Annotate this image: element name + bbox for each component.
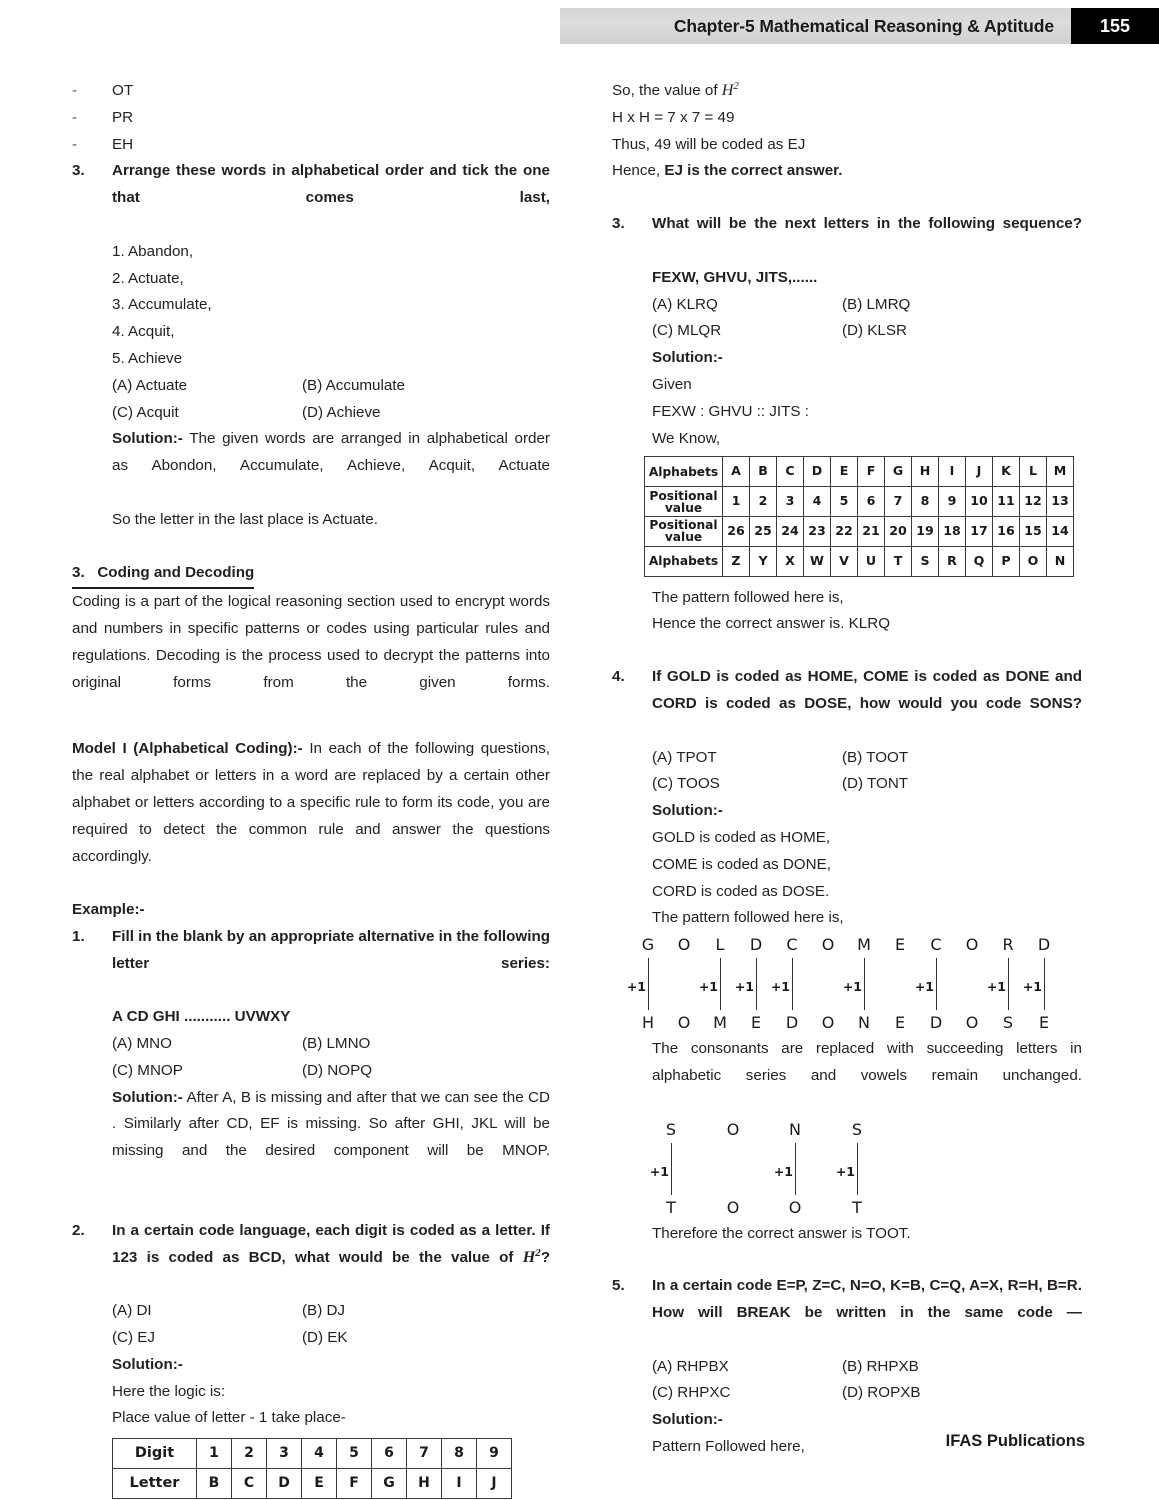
diagram-source-letter: N xyxy=(789,1119,801,1139)
q4-conclusion: Therefore the correct answer is TOOT. xyxy=(652,1224,911,1242)
table-cell: U xyxy=(858,546,885,576)
diagram-shift-cell xyxy=(666,958,702,1010)
consonant-note: The consonants are replaced with succeeding letters in alphabetic series and vowels remain unchanged. xyxy=(652,1040,1082,1084)
table-row xyxy=(645,487,1074,517)
diagram-target-letter: E xyxy=(1038,1013,1050,1033)
option-c[interactable]: (C) MNOP xyxy=(112,1061,183,1079)
dash-bullet-icon: - xyxy=(72,108,78,126)
solution-label: Solution:- xyxy=(652,1411,723,1429)
list-item xyxy=(72,78,550,105)
diagram-target-letter: O xyxy=(821,1013,835,1033)
table-row xyxy=(645,546,1074,576)
option-a[interactable]: (A) RHPBX xyxy=(652,1357,729,1375)
solution-label: Solution:- xyxy=(652,802,723,820)
diagram-connector-line xyxy=(720,958,721,1010)
variable-h: H xyxy=(522,1248,536,1266)
table-cell: Q xyxy=(966,546,993,576)
diagram-source-letter: O xyxy=(726,1119,740,1139)
list-item-label: PR xyxy=(112,108,134,126)
diagram-target-letter: T xyxy=(666,1197,676,1217)
solution-line: CORD is coded as DOSE. xyxy=(652,882,830,900)
diagram-shift-row xyxy=(626,958,1082,1010)
row-header-positional-top: Positional value xyxy=(645,487,723,517)
diagram-target-letter: O xyxy=(788,1197,802,1217)
option-a[interactable]: (A) Actuate xyxy=(112,376,188,394)
diagram-source-letter: E xyxy=(894,935,906,955)
diagram-shift-label: +1 xyxy=(626,979,646,995)
option-b[interactable]: (B) TOOT xyxy=(842,748,909,766)
question-3 xyxy=(72,158,550,238)
table-cell: 24 xyxy=(777,516,804,546)
table-cell: 13 xyxy=(1047,487,1074,517)
table-cell: L xyxy=(1020,457,1047,487)
example-label: Example:- xyxy=(72,901,145,919)
table-cell: 9 xyxy=(477,1439,512,1469)
option-b[interactable]: (B) LMNO xyxy=(302,1035,371,1053)
list-item: 3. Accumulate, xyxy=(112,296,212,314)
diagram-connector-line xyxy=(792,958,793,1010)
diagram-connector-line xyxy=(864,958,865,1010)
table-cell: 19 xyxy=(912,516,939,546)
solution-text: After A, B is missing and after that we can see the CD . Similarly after CD, EF is missing. So after GHI, JKL will be missing and the desired component will be MNOP. xyxy=(112,1088,550,1160)
dash-bullet-icon: - xyxy=(72,82,78,99)
list-item-label: OT xyxy=(112,82,134,99)
option-d[interactable]: (D) KLSR xyxy=(842,322,907,340)
table-cell: W xyxy=(804,546,831,576)
option-c[interactable]: (C) EJ xyxy=(112,1329,156,1347)
answer-options-row xyxy=(112,1031,550,1058)
diagram-source-letter: G xyxy=(641,935,655,955)
model-text: In each of the following questions, the real alphabet or letters in a word are replaced by a certain other alphabet or letters according to a specific rule to form its code, you are required to detect the common rule and answer the questions accordingly. xyxy=(72,740,551,865)
table-cell: H xyxy=(912,457,939,487)
right-column xyxy=(612,78,1082,1461)
table-cell: 23 xyxy=(804,516,831,546)
option-b[interactable]: (B) RHPXB xyxy=(842,1357,919,1375)
diagram-target-letter: O xyxy=(726,1197,740,1217)
table-cell: 6 xyxy=(858,487,885,517)
question-3-right xyxy=(612,211,1082,265)
option-d[interactable]: (D) NOPQ xyxy=(302,1061,373,1079)
diagram-shift-cell xyxy=(882,958,918,1010)
question-number: 5. xyxy=(612,1277,625,1295)
diagram-shift-cell xyxy=(954,958,990,1010)
table-cell: 17 xyxy=(966,516,993,546)
diagram-top-row xyxy=(630,932,1082,958)
solution-line xyxy=(612,78,1082,105)
diagram-shift-cell xyxy=(986,958,1026,1010)
table-cell: E xyxy=(831,457,858,487)
table-cell: R xyxy=(939,546,966,576)
option-d[interactable]: (D) TONT xyxy=(842,775,909,793)
question-text-part2: ? xyxy=(540,1248,550,1266)
diagram-source-letter: C xyxy=(930,935,942,955)
solution-line: The pattern followed here is, xyxy=(652,909,844,927)
solution-line: Thus, 49 will be coded as EJ xyxy=(612,135,806,153)
table-cell: X xyxy=(777,546,804,576)
solution-line-2: Place value of letter - 1 take place- xyxy=(112,1409,346,1427)
solution-line-1: Here the logic is: xyxy=(112,1382,226,1400)
option-b[interactable]: (B) DJ xyxy=(302,1302,346,1320)
table-row xyxy=(645,457,1074,487)
table-cell: O xyxy=(1020,546,1047,576)
section-title: Coding and Decoding xyxy=(97,563,255,581)
table-cell: P xyxy=(993,546,1020,576)
table-cell: C xyxy=(777,457,804,487)
table-cell: 16 xyxy=(993,516,1020,546)
diagram-shift-label: +1 xyxy=(698,979,718,995)
diagram-source-letter: D xyxy=(749,935,763,955)
diagram-shift-cell xyxy=(826,1143,888,1195)
table-cell: D xyxy=(804,457,831,487)
answer-options-row xyxy=(652,1380,1082,1407)
solution-conclusion: So the letter in the last place is Actuate. xyxy=(112,510,378,528)
diagram-connector-line xyxy=(1044,958,1045,1010)
diagram-shift-cell xyxy=(1022,958,1062,1010)
left-column xyxy=(72,78,550,1499)
diagram-target-letter: O xyxy=(965,1013,979,1033)
diagram-source-letter: R xyxy=(1002,935,1014,955)
table-cell: C xyxy=(232,1469,267,1499)
answer-options-row xyxy=(652,771,1082,798)
table-cell: H xyxy=(407,1469,442,1499)
question-number: 3. xyxy=(72,162,85,180)
question-number: 4. xyxy=(612,668,625,686)
table-cell: G xyxy=(885,457,912,487)
table-cell: K xyxy=(993,457,1020,487)
answer-options-row xyxy=(112,1298,550,1325)
list-item: 5. Achieve xyxy=(112,349,183,367)
table-cell: 8 xyxy=(442,1439,477,1469)
model-paragraph xyxy=(72,736,550,897)
coding-mapping-diagram-sons xyxy=(640,1117,1082,1221)
conclusion-answer: EJ is the correct answer. xyxy=(664,162,843,180)
solution-line: Pattern Followed here, xyxy=(652,1438,805,1456)
option-c[interactable]: (C) RHPXC xyxy=(652,1384,731,1402)
table-cell: 25 xyxy=(750,516,777,546)
option-d[interactable]: (D) Achieve xyxy=(302,403,381,421)
solution-line: GOLD is coded as HOME, xyxy=(652,828,831,846)
option-c[interactable]: (C) TOOS xyxy=(652,775,720,793)
solution-relation: FEXW : GHVU :: JITS : xyxy=(652,402,809,420)
table-cell: M xyxy=(1047,457,1074,487)
table-cell: 22 xyxy=(831,516,858,546)
table-row xyxy=(113,1469,512,1499)
question-number: 2. xyxy=(72,1221,85,1239)
question-text: If GOLD is coded as HOME, COME is coded as DONE and CORD is coded as DOSE, how would you code SONS? xyxy=(652,668,1082,712)
diagram-shift-label: +1 xyxy=(842,979,862,995)
question-2 xyxy=(72,1218,550,1298)
coding-mapping-diagram-gold xyxy=(626,932,1082,1036)
table-cell: 26 xyxy=(723,516,750,546)
table-cell: 1 xyxy=(723,487,750,517)
solution-block xyxy=(112,1085,550,1192)
table-cell: 4 xyxy=(302,1439,337,1469)
table-cell: A xyxy=(723,457,750,487)
diagram-shift-row xyxy=(640,1143,1082,1195)
diagram-target-letter: E xyxy=(750,1013,762,1033)
table-cell: 7 xyxy=(885,487,912,517)
solution-label: Solution:- xyxy=(652,349,723,367)
diagram-source-letter: O xyxy=(965,935,979,955)
table-cell: 5 xyxy=(337,1439,372,1469)
question-text: What will be the next letters in the following sequence? xyxy=(652,215,1082,233)
table-cell: 21 xyxy=(858,516,885,546)
dash-bullet-icon: - xyxy=(72,135,78,153)
table-cell: I xyxy=(442,1469,477,1499)
solution-line-prefix: So, the value of xyxy=(612,82,722,99)
diagram-source-letter: S xyxy=(851,1119,863,1139)
table-cell: 7 xyxy=(407,1439,442,1469)
diagram-shift-cell xyxy=(810,958,846,1010)
list-item: 4. Acquit, xyxy=(112,323,175,341)
diagram-source-letter: C xyxy=(786,935,798,955)
option-a[interactable]: (A) TPOT xyxy=(652,748,717,766)
answer-note: Hence the correct answer is. KLRQ xyxy=(652,615,891,633)
table-cell: T xyxy=(885,546,912,576)
diagram-connector-line xyxy=(857,1143,858,1195)
answer-options-row xyxy=(652,745,1082,772)
diagram-source-letter: S xyxy=(665,1119,677,1139)
table-cell: 10 xyxy=(966,487,993,517)
question-number: 3. xyxy=(612,215,625,233)
answer-options-row xyxy=(652,1354,1082,1381)
row-header-letter: Letter xyxy=(113,1469,197,1499)
table-cell: B xyxy=(197,1469,232,1499)
option-b[interactable]: (B) Accumulate xyxy=(302,376,405,394)
question-1 xyxy=(72,924,550,1004)
diagram-bottom-row xyxy=(640,1195,1082,1221)
diagram-connector-line xyxy=(756,958,757,1010)
conclusion-prefix: Hence, xyxy=(612,162,665,180)
section-heading-text xyxy=(72,560,254,590)
answer-options-row xyxy=(112,400,550,427)
table-cell: F xyxy=(858,457,885,487)
page-header xyxy=(0,8,1159,44)
question-text xyxy=(112,1218,550,1298)
diagram-source-letter: M xyxy=(857,935,871,955)
diagram-shift-label: +1 xyxy=(986,979,1006,995)
diagram-shift-label: +1 xyxy=(770,979,790,995)
table-row xyxy=(645,516,1074,546)
diagram-target-letter: D xyxy=(929,1013,943,1033)
table-cell: 8 xyxy=(912,487,939,517)
option-d[interactable]: (D) EK xyxy=(302,1329,348,1347)
table-cell: F xyxy=(337,1469,372,1499)
table-cell: Z xyxy=(723,546,750,576)
option-d[interactable]: (D) ROPXB xyxy=(842,1384,921,1402)
sequence-text: FEXW, GHVU, JITS,...... xyxy=(652,268,818,286)
diagram-shift-cell xyxy=(914,958,954,1010)
chapter-title: Chapter-5 Mathematical Reasoning & Aptitude xyxy=(673,16,1054,36)
page-number-badge: 155 xyxy=(1071,8,1159,44)
model-label: Model I (Alphabetical Coding):- xyxy=(72,740,303,758)
diagram-target-letter: M xyxy=(713,1013,727,1033)
question-text: In a certain code E=P, Z=C, N=O, K=B, C=Q, A=X, R=H, B=R. How will BREAK be written in the same code — xyxy=(652,1277,1082,1322)
option-a[interactable]: (A) MNO xyxy=(112,1035,172,1053)
solution-label: Solution:- xyxy=(112,1088,183,1106)
row-header-alphabets-top: Alphabets xyxy=(645,457,723,487)
diagram-source-letter: O xyxy=(677,935,691,955)
diagram-connector-line xyxy=(1008,958,1009,1010)
table-cell: 5 xyxy=(831,487,858,517)
table-cell: J xyxy=(966,457,993,487)
solution-given: Given xyxy=(652,375,692,393)
option-b[interactable]: (B) LMRQ xyxy=(842,295,911,313)
diagram-target-letter: N xyxy=(858,1013,870,1033)
diagram-target-letter: S xyxy=(1002,1013,1014,1033)
table-cell: 9 xyxy=(939,487,966,517)
word-list xyxy=(112,239,550,373)
diagram-shift-label: +1 xyxy=(914,979,934,995)
diagram-target-letter: D xyxy=(785,1013,799,1033)
diagram-source-letter: L xyxy=(715,935,725,955)
option-a[interactable]: (A) DI xyxy=(112,1302,152,1320)
diagram-source-letter: O xyxy=(821,935,835,955)
answer-options-row xyxy=(112,373,550,400)
diagram-shift-label: +1 xyxy=(734,979,754,995)
diagram-target-letter: H xyxy=(641,1013,655,1033)
footer-publisher: IFAS Publications xyxy=(945,1432,1085,1450)
section-number: 3. xyxy=(72,563,85,581)
variable-h: H xyxy=(721,82,734,99)
exponent: 2 xyxy=(733,79,739,92)
question-number: 1. xyxy=(72,927,85,945)
section-heading xyxy=(72,560,550,590)
question-5 xyxy=(612,1273,1082,1353)
solution-label: Solution:- xyxy=(112,1355,183,1373)
table-cell: Y xyxy=(750,546,777,576)
diagram-connector-line xyxy=(936,958,937,1010)
diagram-shift-cell xyxy=(764,1143,826,1195)
diagram-shift-cell xyxy=(770,958,810,1010)
diagram-shift-cell xyxy=(702,1143,764,1195)
answer-options-row xyxy=(112,1058,550,1085)
table-cell: D xyxy=(267,1469,302,1499)
question-4 xyxy=(612,664,1082,744)
option-c[interactable]: (C) Acquit xyxy=(112,403,179,421)
table-cell: 3 xyxy=(267,1439,302,1469)
diagram-top-row xyxy=(640,1117,1082,1143)
diagram-target-letter: E xyxy=(894,1013,906,1033)
table-cell: 12 xyxy=(1020,487,1047,517)
option-c[interactable]: (C) MLQR xyxy=(652,322,722,340)
list-item: 2. Actuate, xyxy=(112,269,184,287)
exponent: 2 xyxy=(535,1246,541,1259)
diagram-shift-cell xyxy=(698,958,738,1010)
diagram-shift-label: +1 xyxy=(835,1163,855,1179)
list-item xyxy=(72,105,550,132)
answer-options-row xyxy=(652,318,1082,345)
solution-we-know: We Know, xyxy=(652,429,721,447)
diagram-shift-label: +1 xyxy=(649,1163,669,1179)
list-item xyxy=(72,132,550,159)
diagram-connector-line xyxy=(795,1143,796,1195)
diagram-connector-line xyxy=(648,958,649,1010)
answer-options-row xyxy=(112,1325,550,1352)
table-cell: 14 xyxy=(1047,516,1074,546)
diagram-shift-cell xyxy=(640,1143,702,1195)
list-item: 1. Abandon, xyxy=(112,242,194,260)
diagram-bottom-row xyxy=(630,1010,1082,1036)
row-header-digit: Digit xyxy=(113,1439,197,1469)
list-item-label: EH xyxy=(112,135,134,153)
table-cell: 4 xyxy=(804,487,831,517)
solution-text: The given words are arranged in alphabetical order as Abondon, Accumulate, Achieve, Acquit, Actuate xyxy=(112,430,550,475)
table-cell: I xyxy=(939,457,966,487)
answer-options-row xyxy=(652,292,1082,319)
table-cell: B xyxy=(750,457,777,487)
table-cell: S xyxy=(912,546,939,576)
diagram-shift-cell xyxy=(842,958,882,1010)
table-cell: 15 xyxy=(1020,516,1047,546)
diagram-shift-cell xyxy=(734,958,774,1010)
row-header-positional-bottom: Positional value xyxy=(645,516,723,546)
pattern-note: The pattern followed here is, xyxy=(652,588,844,606)
table-cell: 2 xyxy=(750,487,777,517)
table-cell: N xyxy=(1047,546,1074,576)
diagram-shift-cell xyxy=(626,958,666,1010)
table-cell: 6 xyxy=(372,1439,407,1469)
table-cell: 1 xyxy=(197,1439,232,1469)
table-cell: 20 xyxy=(885,516,912,546)
solution-block xyxy=(112,426,550,506)
diagram-source-letter: D xyxy=(1037,935,1051,955)
solution-label: Solution:- xyxy=(112,430,183,448)
alphabet-positional-table xyxy=(644,456,1074,576)
option-a[interactable]: (A) KLRQ xyxy=(652,295,718,313)
diagram-target-letter: O xyxy=(677,1013,691,1033)
diagram-connector-line xyxy=(671,1143,672,1195)
row-header-alphabets-bottom: Alphabets xyxy=(645,546,723,576)
table-cell: J xyxy=(477,1469,512,1499)
table-cell: 11 xyxy=(993,487,1020,517)
solution-line: H x H = 7 x 7 = 49 xyxy=(612,108,735,126)
section-paragraph: Coding is a part of the logical reasoning section used to encrypt words and numbers in specific patterns or codes using particular rules and regulations. Decoding is the process used to decrypt the patterns into original forms from the given forms. xyxy=(72,593,550,691)
solution-line: COME is coded as DONE, xyxy=(652,855,831,873)
diagram-shift-label: +1 xyxy=(773,1163,793,1179)
table-cell: 2 xyxy=(232,1439,267,1469)
table-cell: E xyxy=(302,1469,337,1499)
question-text: Arrange these words in alphabetical order and tick the one that comes last, xyxy=(112,162,550,207)
table-cell: 18 xyxy=(939,516,966,546)
question-text-part1: In a certain code language, each digit is coded as a letter. If 123 is coded as BCD, what would be the value of xyxy=(112,1221,550,1266)
letter-series: A CD GHI ........... UVWXY xyxy=(112,1008,291,1026)
table-cell: 3 xyxy=(777,487,804,517)
diagram-target-letter: T xyxy=(852,1197,862,1217)
table-cell: V xyxy=(831,546,858,576)
solution-conclusion xyxy=(612,158,1082,185)
table-cell: G xyxy=(372,1469,407,1499)
question-text: Fill in the blank by an appropriate alternative in the following letter series: xyxy=(112,927,550,972)
diagram-shift-label: +1 xyxy=(1022,979,1042,995)
